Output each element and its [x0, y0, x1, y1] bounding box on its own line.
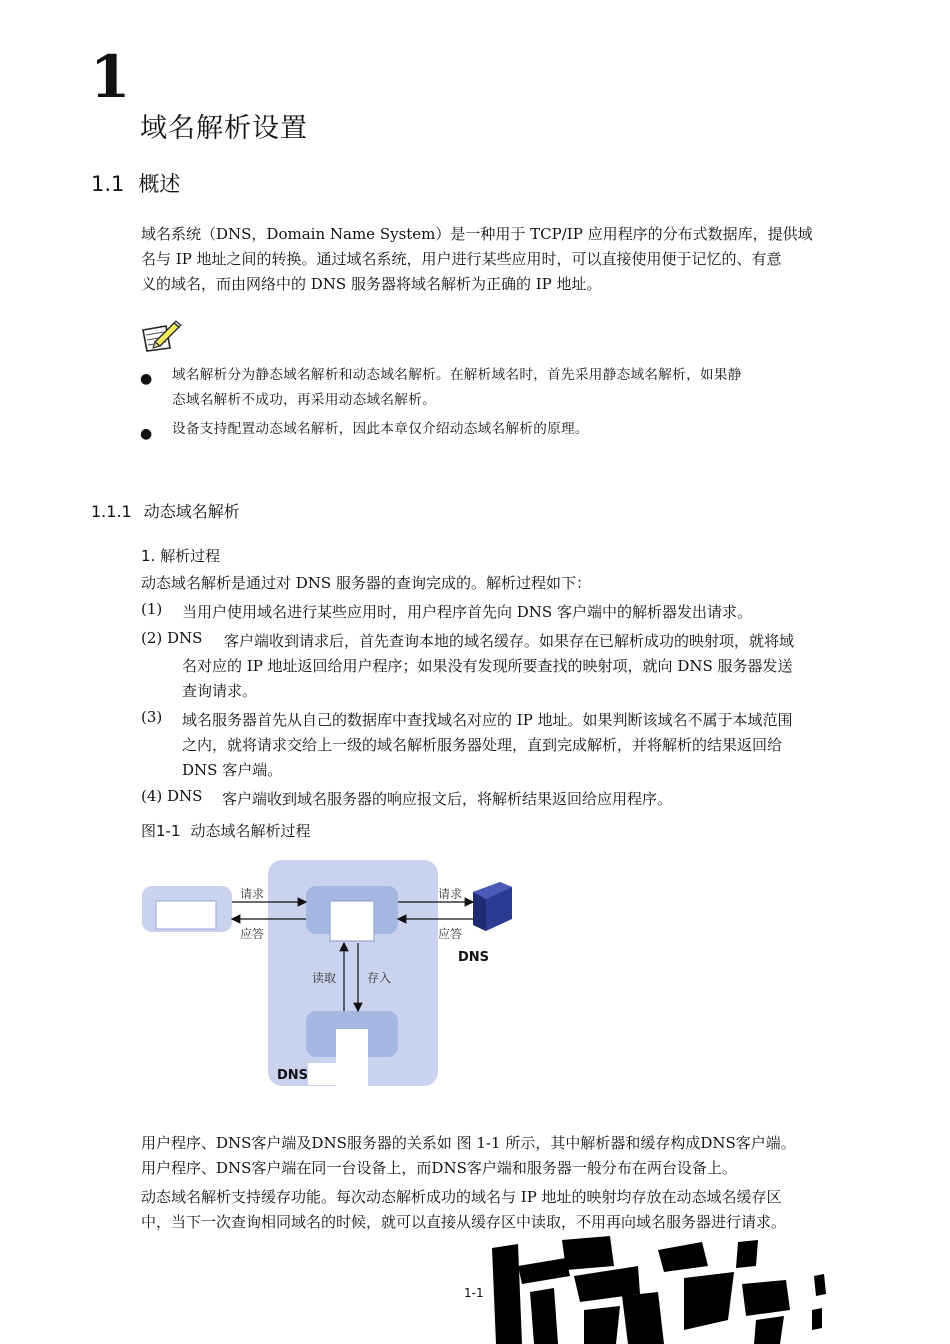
bullet-dot: ●: [140, 426, 153, 442]
overview-line: 域名系统（DNS，Domain Name System）是一种用于 TCP/IP 应用程序的分布式数据库，提供域: [141, 225, 813, 243]
response-label-left: 应答: [240, 927, 265, 941]
step-line: 之内，就将请求交给上一级的域名解析服务器处理，直到完成解析，并将解析的结果返回给: [182, 736, 783, 754]
step-line: DNS 客户端。: [182, 761, 283, 779]
relation-paragraph: [141, 1131, 861, 1181]
overview-line: 名与 IP 地址之间的转换。通过域名系统，用户进行某些应用时，可以直接使用便于记忆的、有意: [141, 250, 782, 268]
response-label-right: 应答: [438, 927, 463, 941]
note-line: 态域名解析不成功，再采用动态域名解析。: [172, 392, 436, 408]
chapter-title: 域名解析设置: [140, 113, 308, 144]
subsection-title: 动态域名解析: [143, 502, 240, 521]
step-number: (2) DNS: [141, 629, 203, 647]
resolver-block: [306, 886, 398, 941]
subsection-number: 1.1.1: [91, 502, 132, 521]
dns-server-label: DNS: [458, 950, 490, 965]
figure-number: 图1-1: [141, 822, 181, 840]
request-label-left: 请求: [240, 887, 265, 901]
note-line: 域名解析分为静态域名解析和动态域名解析。在解析域名时，首先采用静态域名解析，如果静: [172, 367, 742, 383]
relation-line: 用户程序、DNS客户端在同一台设备上，而DNS客户端和服务器一般分布在两台设备上。: [141, 1159, 737, 1177]
section-heading: [91, 168, 180, 198]
step-line: 当用户使用域名进行某些应用时，用户程序首先向 DNS 客户端中的解析器发出请求。: [182, 603, 752, 621]
chapter-number: 1: [90, 43, 131, 111]
read-label: 读取: [312, 971, 337, 985]
dns-resolution-diagram: [140, 857, 520, 1092]
note-bullet: [172, 363, 862, 413]
dns-server-icon: [473, 882, 512, 931]
step-number: (3): [141, 708, 163, 726]
step-line: 名对应的 IP 地址返回给用户程序；如果没有发现所要查找的映射项，就向 DNS 服务器发送: [182, 657, 793, 675]
overview-paragraph: [141, 222, 861, 297]
step-number: (4) DNS: [141, 787, 203, 805]
cache-paragraph: [141, 1185, 861, 1235]
overview-line: 义的域名，而由网络中的 DNS 服务器将域名解析为正确的 IP 地址。: [141, 275, 602, 293]
store-label: 存入: [367, 971, 392, 985]
figure-caption: [141, 820, 311, 841]
request-label-right: 请求: [438, 887, 463, 901]
note-pencil-icon: [140, 318, 182, 352]
page-number: 1-1: [464, 1286, 484, 1300]
section-number: 1.1: [91, 172, 125, 196]
subsection-heading: [91, 499, 240, 522]
cache-line: 中，当下一次查询相同域名的时候，就可以直接从缓存区中读取，不用再向域名服务器进行请求。: [141, 1213, 787, 1231]
section-title: 概述: [138, 172, 181, 196]
user-program-box: [142, 886, 232, 932]
note-bullet: [172, 417, 862, 442]
process-intro: 动态域名解析是通过对 DNS 服务器的查询完成的。解析过程如下：: [141, 574, 591, 592]
step-line: 域名服务器首先从自己的数据库中查找域名对应的 IP 地址。如果判断该域名不属于本域范围: [182, 711, 793, 729]
step-text: [182, 600, 860, 625]
step-line: 客户端收到请求后，首先查询本地的域名缓存。如果存在已解析成功的映射项，就将域: [224, 632, 795, 650]
step-line: 客户端收到域名服务器的响应报文后，将解析结果返回给应用程序。: [222, 790, 673, 808]
step-line: 查询请求。: [182, 682, 258, 700]
note-line: 设备支持配置动态域名解析，因此本章仅介绍动态域名解析的原理。: [172, 421, 589, 437]
step-text: [224, 629, 860, 654]
process-heading: 1. 解析过程: [141, 547, 221, 565]
scan-artifact: [488, 1236, 828, 1344]
step-text: [222, 787, 860, 812]
cache-line: 动态域名解析支持缓存功能。每次动态解析成功的域名与 IP 地址的映射均存放在动态域名缓存区: [141, 1188, 782, 1206]
step-text-cont: [182, 654, 860, 704]
step-text: [182, 708, 860, 783]
relation-line: 用户程序、DNS客户端及DNS服务器的关系如 图 1-1 所示，其中解析器和缓存构成DNS客户端。: [141, 1134, 796, 1152]
step-number: (1): [141, 600, 163, 618]
dns-client-label: DNS: [277, 1068, 309, 1083]
bullet-dot: ●: [140, 371, 153, 387]
figure-title: 动态域名解析过程: [190, 822, 311, 840]
